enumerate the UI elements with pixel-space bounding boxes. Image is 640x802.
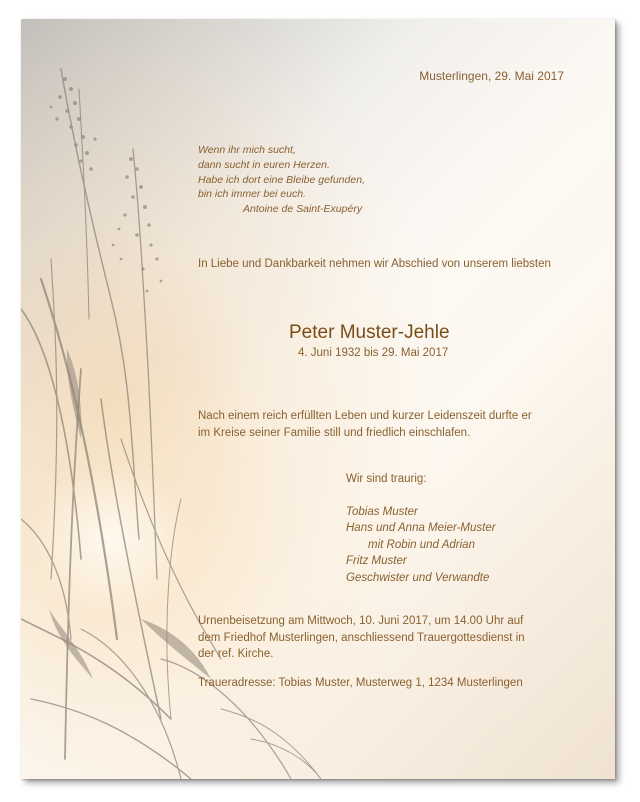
mourner-name: Fritz Muster [346, 555, 407, 567]
poem-line: Wenn ihr mich sucht, [198, 144, 296, 156]
ceremony-info [198, 613, 525, 663]
mourner-name: mit Robin und Adrian [368, 538, 475, 551]
intro-text: In Liebe und Dankbarkeit nehmen wir Abschied von unserem liebsten [198, 258, 551, 270]
obituary-card [21, 19, 615, 779]
mourner-name: Geschwister und Verwandte [346, 571, 490, 584]
mourner-name: Tobias Muster [346, 505, 418, 518]
mourning-address: Traueradresse: Tobias Muster, Musterweg 1, 1234 Musterlingen [198, 677, 523, 689]
ceremony-line: der ref. Kirche. [198, 648, 274, 660]
poem-author: Antoine de Saint-Exupéry [243, 203, 363, 216]
death-paragraph [198, 408, 532, 441]
life-dates: 4. Juni 1932 bis 29. Mai 2017 [298, 347, 449, 359]
poem-quote [198, 143, 365, 217]
poem-line: bin ich immer bei euch. [198, 188, 306, 201]
grass-illustration [21, 19, 615, 779]
paragraph-line: Nach einem reich erfüllten Leben und kurzer Leidenszeit durfte er [198, 410, 532, 422]
ceremony-line: dem Friedhof Musterlingen, anschliessend Trauergottesdienst in [198, 631, 525, 644]
poem-line: dann sucht in euren Herzen. [198, 158, 330, 171]
place-and-date: Musterlingen, 29. Mai 2017 [419, 69, 564, 83]
deceased-name: Peter Muster-Jehle [289, 322, 450, 343]
mourners-heading: Wir sind traurig: [346, 473, 427, 485]
paragraph-line: im Kreise seiner Familie still und friedlich einschlafen. [198, 426, 471, 439]
mourner-name: Hans und Anna Meier-Muster [346, 522, 496, 534]
mourners-block [346, 471, 496, 586]
ceremony-line: Urnenbeisetzung am Mittwoch, 10. Juni 2017, um 14.00 Uhr auf [198, 615, 524, 627]
poem-line: Habe ich dort eine Bleibe gefunden, [198, 173, 365, 186]
